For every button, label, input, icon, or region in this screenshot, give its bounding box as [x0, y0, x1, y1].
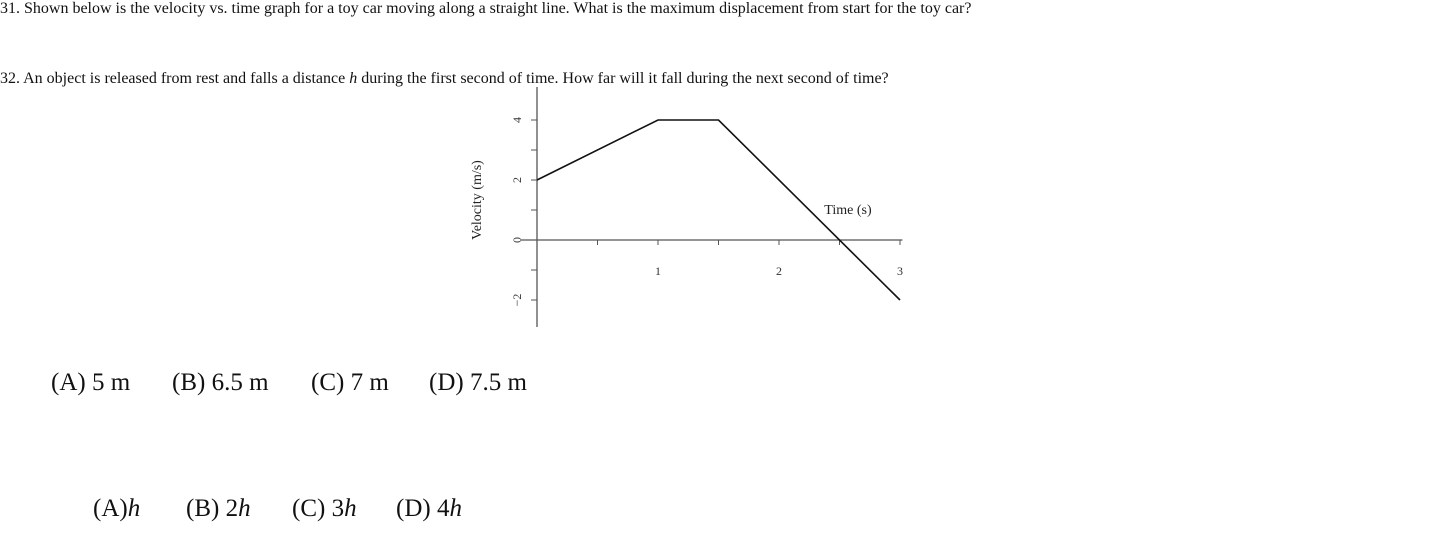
choice-b[interactable]: (B) 6.5 m	[172, 369, 269, 396]
question-number: 31.	[0, 0, 20, 17]
choice-d[interactable]: (D) 4h	[396, 495, 462, 522]
y-axis-title: Velocity (m/s)	[470, 160, 486, 240]
question-text-line-1: An object is released from rest and falls a distance h during the first second of time. How far will it fall during	[23, 70, 729, 87]
question-31	[0, 0, 1380, 70]
y-tick-label: 4	[509, 117, 524, 123]
question-number: 32.	[0, 70, 20, 87]
answer-choices-32	[93, 495, 462, 523]
y-tick-label: −2	[509, 293, 524, 307]
question-text-line-2: displacement from start for the toy car?	[719, 0, 972, 17]
y-tick-label: 0	[509, 237, 524, 243]
x-tick-label: 1	[655, 264, 661, 278]
choice-c[interactable]: (C) 3h	[292, 495, 357, 522]
choice-d[interactable]: (D) 7.5 m	[429, 369, 527, 396]
question-text-line-2: the next second of time?	[732, 70, 889, 87]
x-tick-label: 2	[776, 264, 782, 278]
question-text-line-1: Shown below is the velocity vs. time graph for a toy car moving along a straight line. What is the maximum	[24, 0, 716, 17]
choice-c[interactable]: (C) 7 m	[311, 369, 389, 396]
x-axis-title: Time (s)	[824, 203, 872, 218]
choice-a[interactable]: (A) 5 m	[51, 369, 131, 396]
x-tick-label: 3	[897, 264, 903, 278]
choice-a[interactable]: (A)h	[93, 495, 141, 522]
velocity-time-graph	[440, 80, 930, 340]
y-tick-label: 2	[509, 177, 524, 183]
choice-b[interactable]: (B) 2h	[186, 495, 251, 522]
answer-choices-31	[51, 369, 527, 397]
